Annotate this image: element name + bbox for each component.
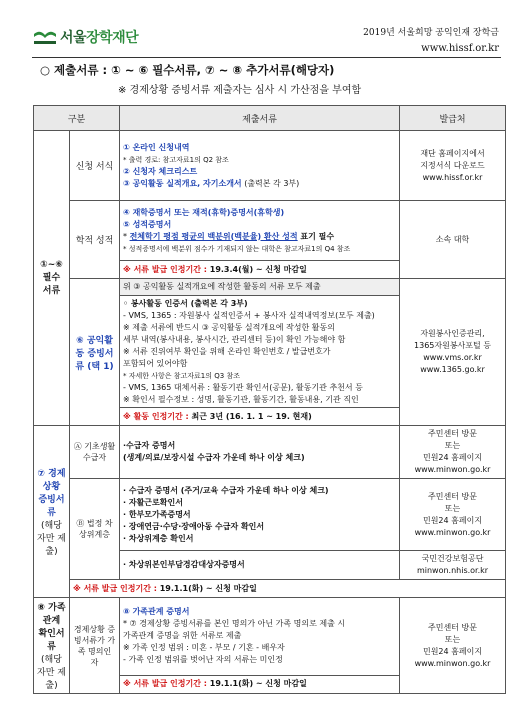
activity-line: * 자세한 사항은 참고자료1의 Q3 참조 (123, 371, 240, 380)
doc-recipient-cert: ·수급자 증명서 (123, 441, 176, 450)
issuer-line: 지정서식 다운로드 (420, 160, 485, 170)
doc-activity-summary-copies: (출력본 각 3부) (241, 178, 300, 188)
econ-doc: · 장애연금·수당·장애아동 수급자 확인서 (123, 521, 265, 531)
doc-activity-summary: ③ 공익활동 실적개요, 자기소개서 (123, 178, 242, 188)
col-issuer: 발급처 (400, 106, 506, 131)
period-label: ※ 서류 발급 인정기간 : (123, 264, 210, 274)
economic-label: ⑦ 경제상황 증빙서류 (37, 469, 66, 518)
period-label: ※ 활동 인정기간 : (123, 411, 192, 421)
period-value: 19.3.4(월) ~ 신청 마감일 (209, 264, 307, 274)
doc-family-cert: ⑧ 가족관계 증명서 (123, 607, 190, 617)
apply-issuer (400, 131, 506, 201)
family-line: - 가족 인정 범위를 벗어난 자의 서류는 미인정 (123, 655, 283, 665)
activity-issuer (400, 279, 506, 426)
issuer-line: 또는 (444, 503, 461, 513)
activity-head: 위 ③ 공익활동 실적개요에 작성한 활동의 서류 모두 제출 (120, 279, 400, 296)
issuer-line: 또는 (444, 634, 461, 644)
issuer-url: minwon.nhis.or.kr (416, 566, 489, 575)
col-category: 구분 (34, 106, 120, 131)
family-docs (120, 598, 400, 676)
issuer-line: 민원24 홈페이지 (422, 646, 483, 656)
econ-doc: · 자활근로확인서 (123, 497, 183, 507)
issuer-line: 주민센터 방문 (428, 429, 477, 438)
row-apply-forms (34, 131, 506, 201)
activity-line: ※ 확인서 필수정보 : 성명, 활동기관, 활동기간, 활동내용, 기관 직인 (123, 394, 359, 404)
issuer-url: www.minwon.go.kr (414, 658, 491, 668)
apply-docs (120, 131, 400, 201)
group-economic (34, 426, 70, 598)
family-label: ⑧ 가족관계 확인서류 (37, 603, 66, 652)
row-activity-head (34, 279, 506, 296)
group-family (34, 598, 70, 694)
activity-line: - VMS, 1365 : 자원봉사 실적인증서 + 봉사자 실적내역정보(모두 제출) (123, 310, 375, 320)
issuer-url: www.minwon.go.kr (414, 465, 491, 474)
row-family (34, 598, 506, 676)
family-line: ※ 가족 인정 범위 : 미혼 - 부모 / 기혼 - 배우자 (123, 643, 285, 653)
economic-a-docs (120, 426, 400, 479)
activity-period (120, 408, 400, 426)
group-required: ①~⑥ 필수 서류 (34, 131, 70, 426)
economic-sub: (해당자만 제출) (37, 521, 66, 557)
issuer-url: www.vms.or.kr (423, 353, 482, 362)
intro-note: ※ 경제상황 증빙서류 제출자는 심사 시 가산점을 부여함 (118, 85, 362, 96)
economic-period (70, 580, 506, 598)
economic-b-issuer (400, 479, 506, 551)
issuer-url: www.1365.go.kr (420, 365, 485, 374)
row-economic-b (34, 479, 506, 551)
table-header-row (34, 106, 506, 131)
activity-line: 포함되어 있어야함 (123, 358, 188, 368)
activity-line: ◦ 봉사활동 인증서 (출력본 각 3부) (123, 298, 248, 308)
econ-doc: · 한부모가족증명서 (123, 509, 191, 519)
logo-text: 서울장학재단 (60, 30, 139, 46)
academic-period (120, 261, 400, 279)
issuer-line: 1365자원봉사포털 등 (414, 341, 492, 350)
period-value: 19.1.1(화) ~ 신청 마감일 (159, 583, 257, 593)
issuer-line: 주민센터 방문 (428, 491, 477, 501)
economic-a-issuer (400, 426, 506, 479)
program-title: 2019년 서울희망 공익인재 장학금 (363, 28, 499, 38)
subgroup-academic: 학적 성적 (70, 201, 120, 279)
book-logo-icon (32, 26, 58, 48)
doc-checklist: ② 신청자 체크리스트 (123, 166, 198, 176)
economic-b-docs (120, 479, 400, 551)
period-label: ※ 서류 발급 인정기간 : (73, 583, 160, 593)
issuer-line: 또는 (444, 441, 461, 450)
doc-transcript: ⑤ 성적증명서 (123, 219, 172, 229)
doc-enrollment: ④ 재학증명서 또는 재적(휴학)증명서(휴학생) (123, 207, 285, 217)
activity-line: 세부 내역(봉사내용, 봉사시간, 관리센터 등)이 확인 가능해야 함 (123, 334, 346, 344)
econ-doc: · 수급자 증명서 (주거/교육 수급자 가운데 하나 이상 체크) (123, 485, 329, 495)
header-right (363, 26, 499, 56)
subgroup-activity: ⑥ 공익활동 증빙서류 (택 1) (70, 279, 120, 426)
doc-online-application: ① 온라인 신청내역 (123, 142, 190, 152)
activity-line: ※ 제출 서류에 반드시 ③ 공익활동 실적개요에 작성한 활동의 (123, 322, 335, 332)
activity-line: ※ 서류 진위여부 확인을 위해 온라인 확인번호 / 발급번호가 (123, 346, 331, 356)
note-star: * (123, 231, 130, 241)
economic-b2-issuer (400, 551, 506, 580)
family-issuer (400, 598, 506, 694)
issuer-line: 민원24 홈페이지 (422, 453, 483, 462)
subgroup-near-poverty: Ⓑ 법정 차상위계층 (70, 479, 120, 580)
row-economic-a (34, 426, 506, 479)
transcript-requirement-suffix: 표기 필수 (297, 231, 335, 241)
academic-issuer: 소속 대학 (400, 201, 506, 279)
site-url: www.hissf.or.kr (421, 43, 499, 54)
header-divider (32, 57, 501, 58)
transcript-requirement: 전체학기 평점 평균의 백분위(백분율) 환산 성적 (129, 231, 298, 241)
issuer-line: 재단 홈페이지에서 (420, 148, 485, 158)
family-line: 가족관계 증명을 위한 서류로 제출 (123, 631, 242, 641)
academic-docs (120, 201, 400, 261)
issuer-url: www.hissf.or.kr (422, 172, 483, 182)
col-documents: 제출서류 (120, 106, 400, 131)
subgroup-apply: 신청 서식 (70, 131, 120, 201)
econ-doc-last: · 차상위본인부담경감대상자증명서 (120, 551, 400, 580)
family-line: * ⑦ 경제상황 증빙서류를 본인 명의가 아닌 가족 명의로 제출 시 (123, 619, 346, 629)
issuer-line: 주민센터 방문 (428, 622, 477, 632)
econ-doc: · 차상위계층 확인서 (123, 533, 194, 543)
issuer-line: 민원24 홈페이지 (422, 515, 483, 525)
intro-title: ○ 제출서류 : ① ~ ⑥ 필수서류, ⑦ ~ ⑧ 추가서류(해당자) (40, 63, 335, 77)
family-sub: (해당자만 제출) (37, 655, 66, 691)
doc-online-application-note: * 출력 경로: 참고자료1의 Q2 참조 (123, 155, 229, 164)
issuer-url: www.minwon.go.kr (414, 527, 491, 537)
foundation-logo (32, 24, 182, 50)
row-academic (34, 201, 506, 261)
subgroup-basic-living: Ⓐ 기초생활 수급자 (70, 426, 120, 479)
period-value: 19.1.1(화) ~ 신청 마감일 (209, 679, 307, 689)
activity-line: - VMS, 1365 대체서류 : 활동기관 확인서(공문), 활동기관 추천서 등 (123, 382, 363, 392)
activity-docs (120, 296, 400, 408)
issuer-line: 국민건강보험공단 (421, 554, 484, 563)
period-label: ※ 서류 발급 인정기간 : (123, 679, 210, 689)
issuer-line: 자원봉사인증관리, (420, 329, 485, 338)
documents-table (33, 105, 506, 694)
subgroup-family: 경제상황 증빙서류가 가족 명의인 자 (70, 598, 120, 694)
doc-recipient-note: (생계/의료/보장시설 수급자 가운데 하나 이상 체크) (123, 453, 305, 462)
transcript-note: * 성적증명서에 백분위 점수가 기재되지 않는 대학은 참고자료1의 Q4 참조 (123, 244, 351, 253)
period-value: 최근 3년 (16. 1. 1 ~ 19. 현재) (191, 411, 312, 421)
row-economic-period (34, 580, 506, 598)
family-period (120, 675, 400, 693)
